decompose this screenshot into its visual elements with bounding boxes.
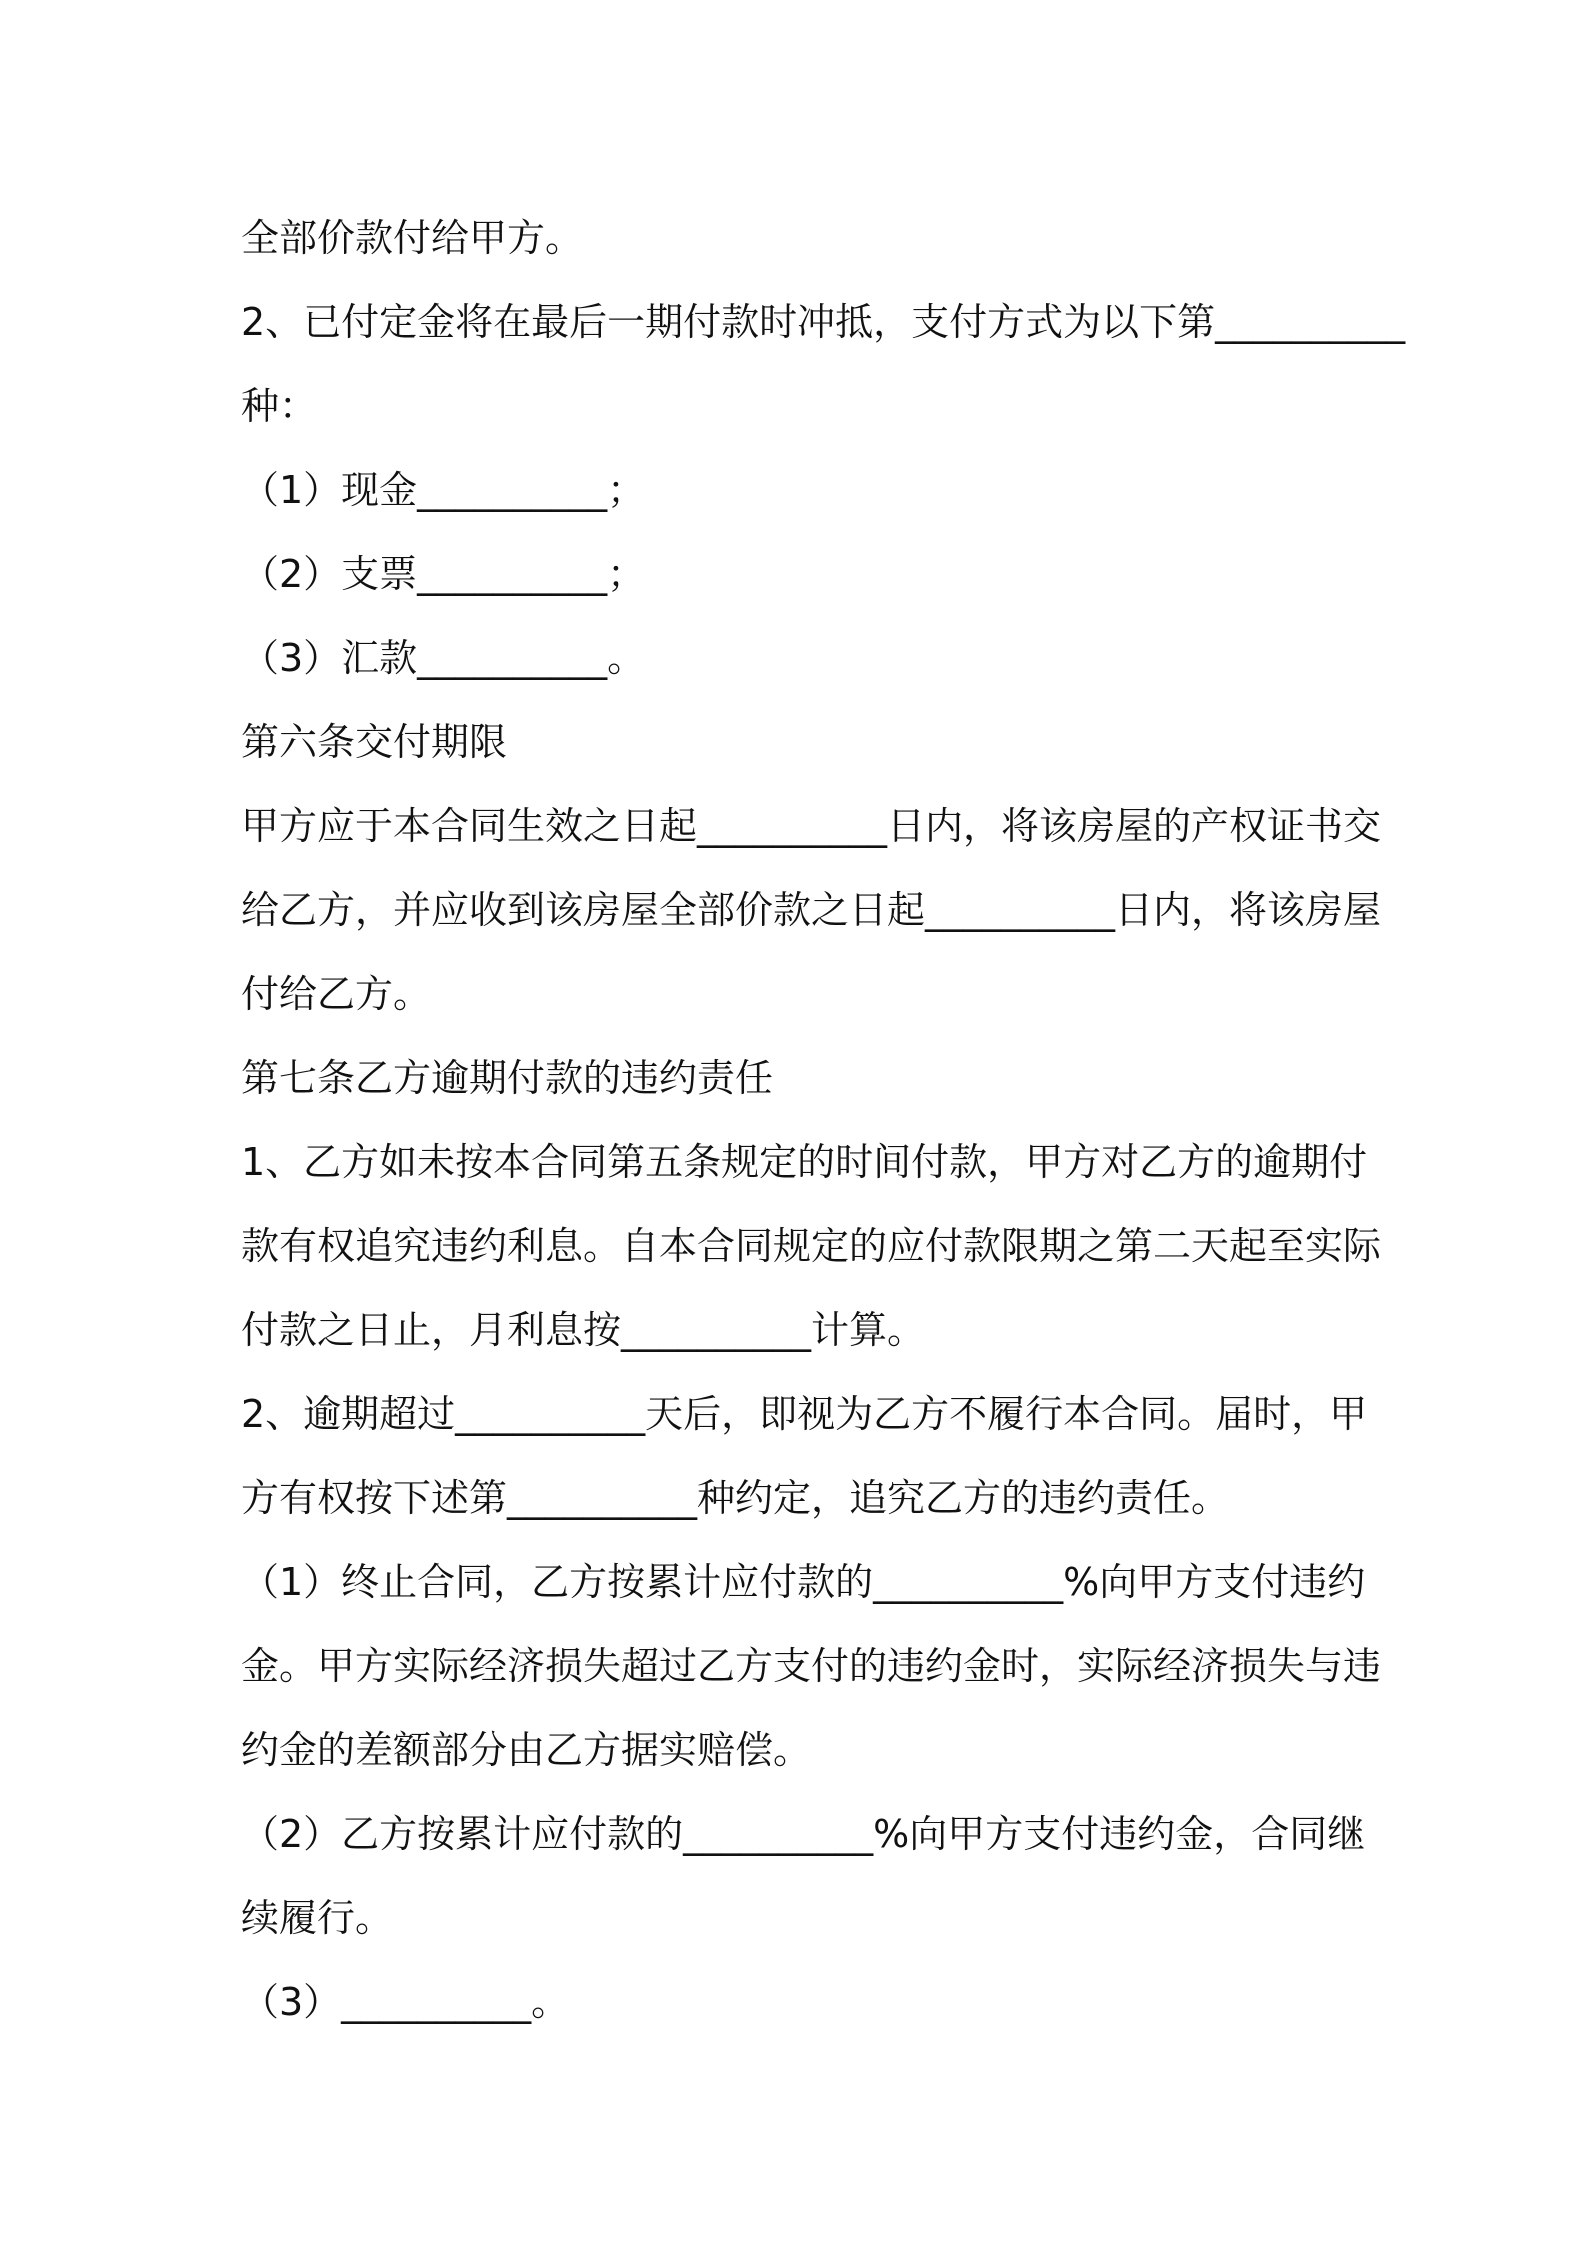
text-line-19: 约金的差额部分由乙方据实赔偿。	[241, 1728, 812, 1772]
contract-body	[241, 196, 1406, 2044]
text-line-15: 2、逾期超过__________天后，即视为乙方不履行本合同。届时，甲	[241, 1392, 1368, 1436]
text-line-16: 方有权按下述第__________种约定，追究乙方的违约责任。	[241, 1476, 1230, 1520]
text-line-13: 款有权追究违约利息。自本合同规定的应付款限期之第二天起至实际	[241, 1224, 1382, 1268]
text-line-6: （3）汇款__________。	[241, 636, 646, 680]
section-heading-6: 第六条交付期限	[241, 720, 508, 764]
text-line-5: （2）支票__________；	[241, 552, 646, 596]
text-line-14: 付款之日止，月利息按__________计算。	[241, 1308, 926, 1352]
text-line-9: 给乙方，并应收到该房屋全部价款之日起__________日内，将该房屋	[241, 888, 1382, 932]
text-line-20: （2）乙方按累计应付款的__________%向甲方支付违约金，合同继	[241, 1812, 1366, 1856]
text-line-3: 种：	[241, 384, 318, 428]
text-line-4: （1）现金__________；	[241, 468, 646, 512]
text-line-22: （3）__________。	[241, 1980, 570, 2024]
text-line-2: 2、已付定金将在最后一期付款时冲抵，支付方式为以下第__________	[241, 300, 1406, 344]
text-line-21: 续履行。	[241, 1896, 394, 1940]
text-line-18: 金。甲方实际经济损失超过乙方支付的违约金时，实际经济损失与违	[241, 1644, 1382, 1688]
text-line-12: 1、乙方如未按本合同第五条规定的时间付款，甲方对乙方的逾期付	[241, 1140, 1368, 1184]
text-line-8: 甲方应于本合同生效之日起__________日内，将该房屋的产权证书交	[241, 804, 1382, 848]
text-line-10: 付给乙方。	[241, 972, 432, 1016]
text-line-1: 全部价款付给甲方。	[241, 216, 584, 260]
section-heading-7: 第七条乙方逾期付款的违约责任	[241, 1056, 774, 1100]
text-line-17: （1）终止合同，乙方按累计应付款的__________%向甲方支付违约	[241, 1560, 1366, 1604]
